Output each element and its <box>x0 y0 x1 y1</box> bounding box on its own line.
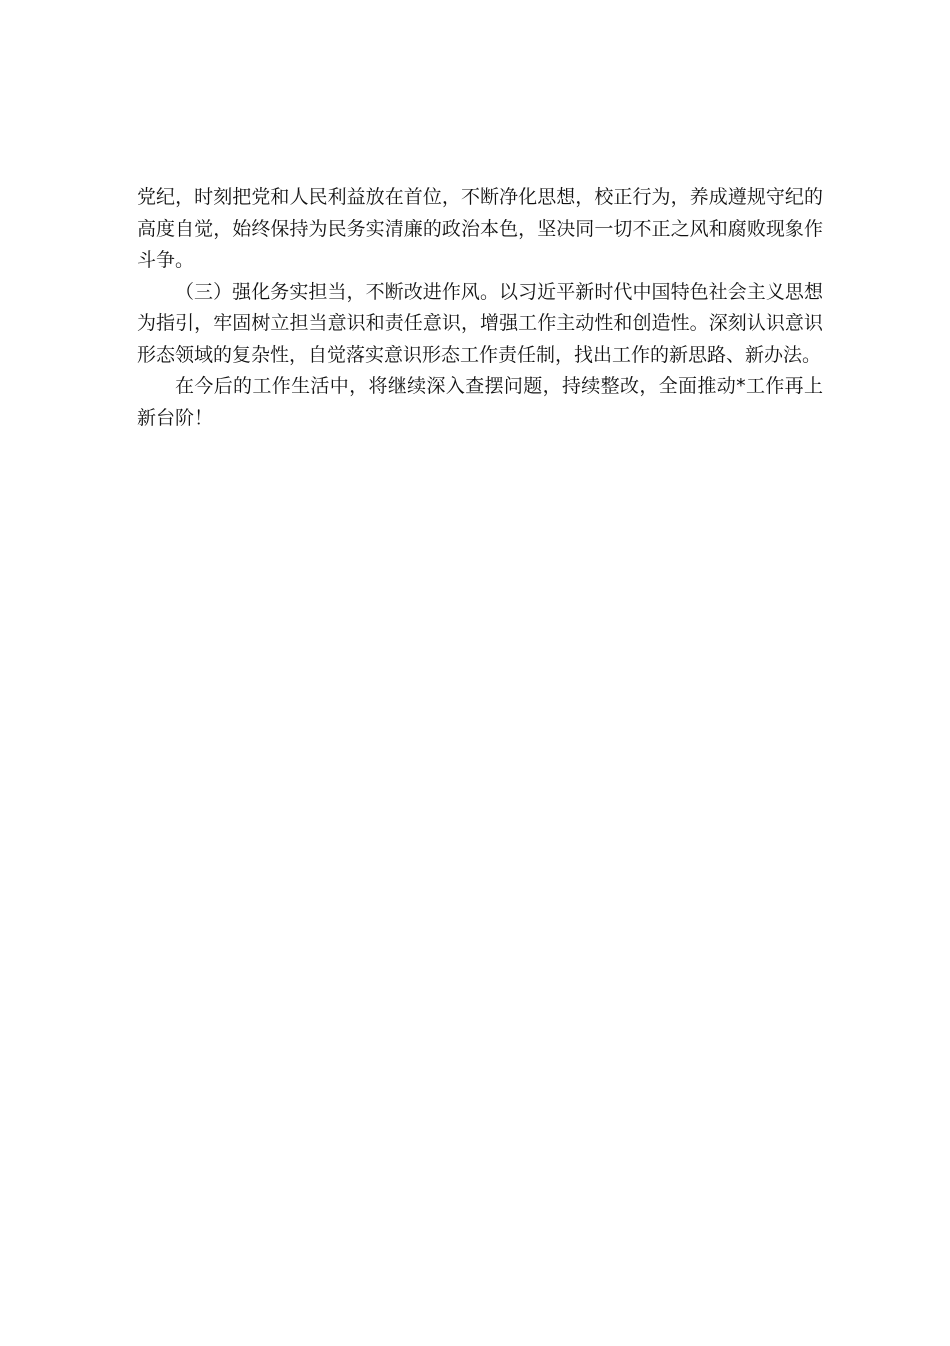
document-body <box>137 182 823 434</box>
paragraph-section-three: （三）强化务实担当，不断改进作风。以习近平新时代中国特色社会主义思想为指引，牢固树立担当意识和责任意识，增强工作主动性和创造性。深刻认识意识形态领域的复杂性，自觉落实意识形态工作责任制，找出工作的新思路、新办法。 <box>137 280 823 366</box>
paragraph-continuation: 党纪，时刻把党和人民利益放在首位，不断净化思想，校正行为，养成遵规守纪的高度自觉，始终保持为民务实清廉的政治本色，坚决同一切不正之风和腐败现象作斗争。 <box>137 186 823 271</box>
paragraph-closing: 在今后的工作生活中，将继续深入查摆问题，持续整改，全面推动*工作再上新台阶！ <box>137 375 823 429</box>
